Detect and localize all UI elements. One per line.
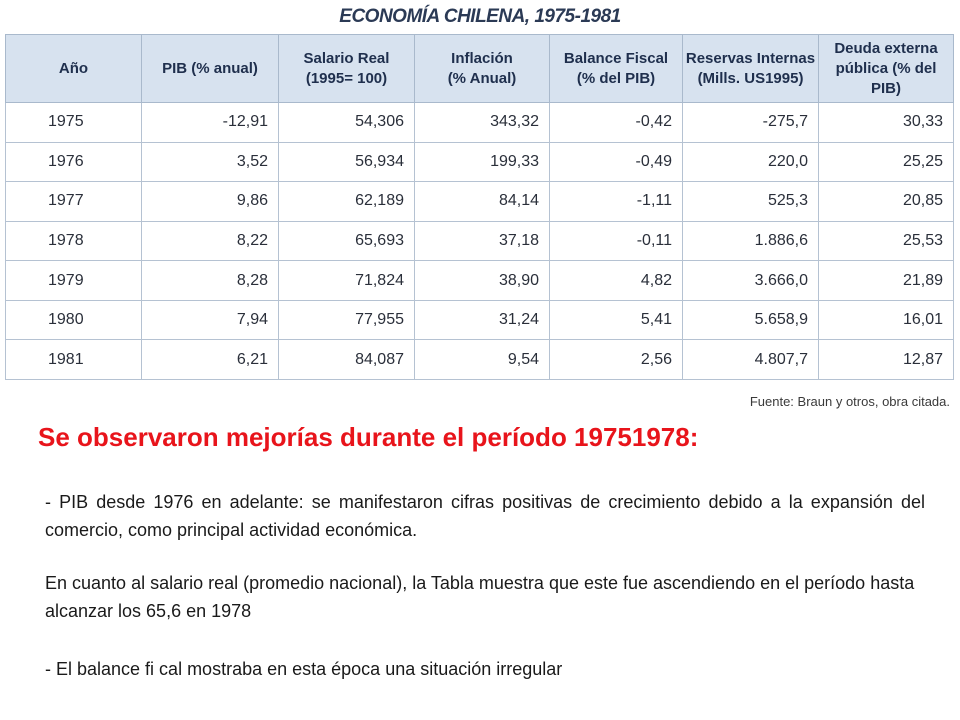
- cell-year: 1977: [6, 182, 142, 222]
- cell-pib: 6,21: [142, 340, 279, 380]
- table-row: [6, 182, 954, 222]
- table-source: Fuente: Braun y otros, obra citada.: [749, 394, 950, 409]
- table-row: [6, 103, 954, 143]
- paragraph-pib: - PIB desde 1976 en adelante: se manifestaron cifras positivas de crecimiento debido a la expansión del comercio, como principal actividad económica.: [45, 492, 925, 540]
- cell-reservas: 3.666,0: [683, 261, 819, 301]
- header-balance-fiscal: Balance Fiscal (% del PIB): [550, 35, 683, 103]
- cell-inflacion: 38,90: [415, 261, 550, 301]
- cell-deuda: 16,01: [819, 300, 954, 340]
- cell-inflacion: 37,18: [415, 221, 550, 261]
- cell-inflacion: 31,24: [415, 300, 550, 340]
- cell-deuda: 25,53: [819, 221, 954, 261]
- cell-balance: 4,82: [550, 261, 683, 301]
- cell-deuda: 20,85: [819, 182, 954, 222]
- cell-year: 1979: [6, 261, 142, 301]
- cell-salario: 54,306: [279, 103, 415, 143]
- cell-inflacion: 84,14: [415, 182, 550, 222]
- header-deuda: Deuda externa pública (% del PIB): [819, 35, 954, 103]
- cell-deuda: 12,87: [819, 340, 954, 380]
- cell-balance: 5,41: [550, 300, 683, 340]
- cell-reservas: 220,0: [683, 142, 819, 182]
- cell-reservas: 525,3: [683, 182, 819, 222]
- paragraph-balance: - El balance fi cal mostraba en esta época una situación irregular: [45, 659, 563, 679]
- cell-pib: 9,86: [142, 182, 279, 222]
- cell-salario: 65,693: [279, 221, 415, 261]
- table-row: [6, 261, 954, 301]
- cell-year: 1976: [6, 142, 142, 182]
- cell-pib: 3,52: [142, 142, 279, 182]
- cell-inflacion: 343,32: [415, 103, 550, 143]
- cell-salario: 56,934: [279, 142, 415, 182]
- cell-reservas: 4.807,7: [683, 340, 819, 380]
- slide-heading: Se observaron mejorías durante el período 19751978:: [38, 422, 699, 452]
- cell-salario: 84,087: [279, 340, 415, 380]
- paragraph-salario: En cuanto al salario real (promedio nacional), la Tabla muestra que este fue ascendiendo en el período hasta alcanzar los 65,6 en 1978: [45, 573, 915, 621]
- cell-balance: -1,11: [550, 182, 683, 222]
- header-inflacion: Inflación (% Anual): [415, 35, 550, 103]
- header-salario-real: Salario Real (1995= 100): [279, 35, 415, 103]
- cell-deuda: 25,25: [819, 142, 954, 182]
- cell-balance: -0,42: [550, 103, 683, 143]
- cell-year: 1978: [6, 221, 142, 261]
- table-title: ECONOMÍA CHILENA, 1975-1981: [339, 6, 621, 27]
- header-reservas: Reservas Internas (Mills. US1995): [683, 35, 819, 103]
- cell-balance: 2,56: [550, 340, 683, 380]
- cell-salario: 77,955: [279, 300, 415, 340]
- cell-year: 1981: [6, 340, 142, 380]
- cell-reservas: 5.658,9: [683, 300, 819, 340]
- cell-inflacion: 9,54: [415, 340, 550, 380]
- cell-reservas: -275,7: [683, 103, 819, 143]
- table-header-row: [6, 35, 954, 103]
- cell-year: 1975: [6, 103, 142, 143]
- table-row: [6, 221, 954, 261]
- cell-pib: 8,22: [142, 221, 279, 261]
- cell-deuda: 30,33: [819, 103, 954, 143]
- cell-pib: 7,94: [142, 300, 279, 340]
- cell-pib: 8,28: [142, 261, 279, 301]
- cell-reservas: 1.886,6: [683, 221, 819, 261]
- cell-deuda: 21,89: [819, 261, 954, 301]
- header-pib: PIB (% anual): [142, 35, 279, 103]
- table-row: [6, 300, 954, 340]
- cell-pib: -12,91: [142, 103, 279, 143]
- cell-inflacion: 199,33: [415, 142, 550, 182]
- cell-balance: -0,11: [550, 221, 683, 261]
- table-row: [6, 340, 954, 380]
- table-row: [6, 142, 954, 182]
- economy-table: [5, 34, 954, 380]
- cell-year: 1980: [6, 300, 142, 340]
- cell-salario: 62,189: [279, 182, 415, 222]
- cell-salario: 71,824: [279, 261, 415, 301]
- header-year: Año: [6, 35, 142, 103]
- cell-balance: -0,49: [550, 142, 683, 182]
